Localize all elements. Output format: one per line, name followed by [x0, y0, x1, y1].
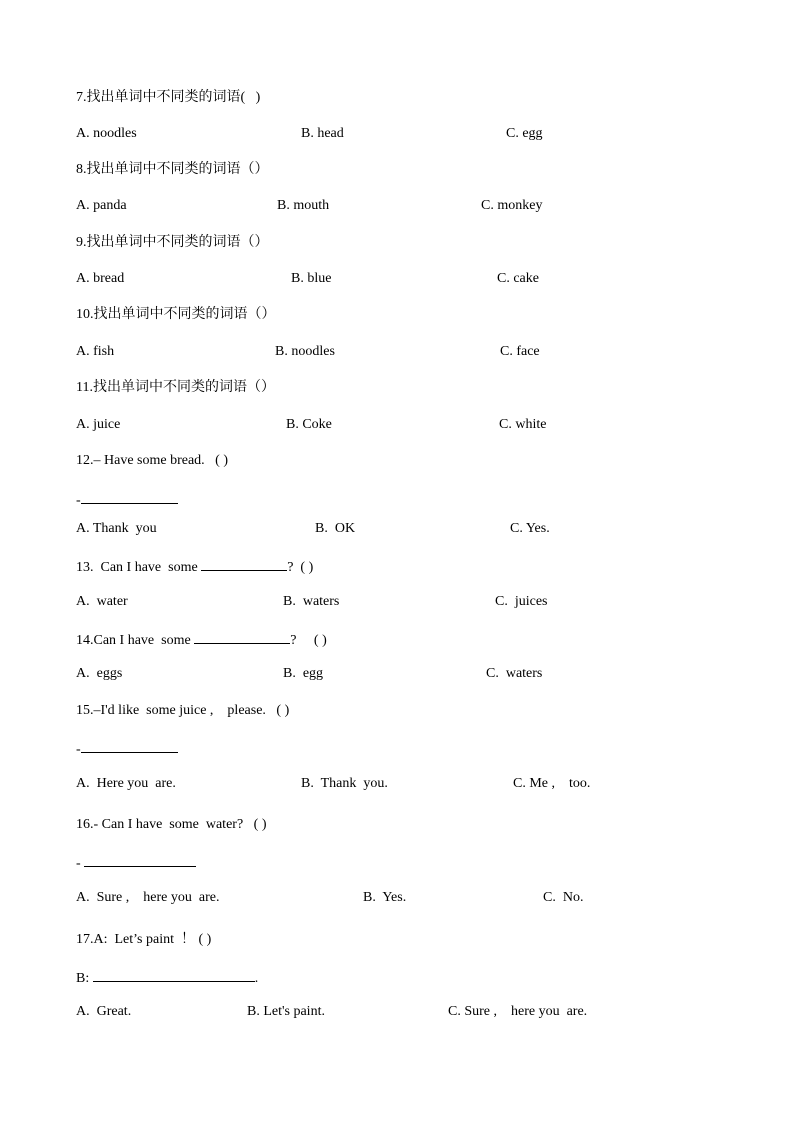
question-15-option-a: A. Here you are.: [76, 776, 176, 791]
question-8-option-b: B. mouth: [277, 198, 330, 213]
question-13-option-a: A. water: [76, 594, 128, 609]
question-14-option-a: A. eggs: [76, 666, 123, 681]
answer-blank[interactable]: [81, 489, 178, 504]
question-16-stem: 16.- Can I have some water? ( ): [76, 817, 267, 832]
question-8-option-c: C. monkey: [481, 198, 543, 213]
question-16-reply: [76, 852, 196, 873]
question-7-option-c: C. egg: [506, 126, 543, 141]
question-12-stem: 12.– Have some bread. ( ): [76, 453, 229, 468]
question-17-option-b: B. Let's paint.: [247, 1004, 325, 1019]
question-17-reply: [76, 967, 258, 988]
question-12-reply: [76, 489, 178, 510]
answer-blank[interactable]: [201, 556, 287, 571]
question-7-option-b: B. head: [301, 126, 344, 141]
question-14-option-c: C. waters: [486, 666, 543, 681]
question-15-reply: [76, 738, 178, 759]
reply-prefix: -: [76, 856, 85, 871]
question-17-option-c: C. Sure , here you are.: [448, 1004, 588, 1019]
question-12-option-c: C. Yes.: [510, 521, 550, 536]
question-9-stem: 9.找出单词中不同类的词语（）: [76, 235, 269, 250]
stem-text: 14.Can I have some: [76, 633, 195, 648]
question-17-stem: 17.A: Let’s paint ！ ( ): [76, 932, 212, 947]
stem-text: ? ( ): [290, 633, 327, 648]
answer-blank[interactable]: [84, 852, 196, 867]
question-14-stem: [76, 629, 327, 650]
question-15-stem: 15.–I'd like some juice , please. ( ): [76, 703, 290, 718]
question-8-option-a: A. panda: [76, 198, 127, 213]
question-11-option-b: B. Coke: [286, 417, 332, 432]
answer-blank[interactable]: [81, 738, 178, 753]
question-9-option-c: C. cake: [497, 271, 539, 286]
question-13-option-c: C. juices: [495, 594, 548, 609]
reply-prefix: -: [76, 493, 81, 508]
question-10-stem: 10.找出单词中不同类的词语（）: [76, 307, 276, 322]
question-11-option-a: A. juice: [76, 417, 121, 432]
question-11-option-c: C. white: [499, 417, 547, 432]
question-15-option-b: B. Thank you.: [301, 776, 388, 791]
question-15-option-c: C. Me , too.: [513, 776, 591, 791]
question-17-option-a: A. Great.: [76, 1004, 132, 1019]
question-16-option-b: B. Yes.: [363, 890, 407, 905]
reply-prefix: B:: [76, 971, 93, 986]
question-11-stem: 11.找出单词中不同类的词语（）: [76, 380, 275, 395]
question-14-option-b: B. egg: [283, 666, 324, 681]
question-7-option-a: A. noodles: [76, 126, 137, 141]
question-16-option-a: A. Sure , here you are.: [76, 890, 220, 905]
question-7-stem: 7.找出单词中不同类的词语( ): [76, 90, 261, 105]
question-13-option-b: B. waters: [283, 594, 340, 609]
reply-prefix: -: [76, 742, 81, 757]
question-12-option-b: B. OK: [315, 521, 356, 536]
question-9-option-b: B. blue: [291, 271, 332, 286]
reply-suffix: .: [254, 971, 259, 986]
question-10-option-b: B. noodles: [275, 344, 335, 359]
question-12-option-a: A. Thank you: [76, 521, 157, 536]
question-16-option-c: C. No.: [543, 890, 584, 905]
answer-blank[interactable]: [93, 967, 255, 982]
question-13-stem: [76, 556, 313, 577]
question-10-option-a: A. fish: [76, 344, 115, 359]
stem-text: ? ( ): [287, 560, 314, 575]
question-9-option-a: A. bread: [76, 271, 125, 286]
stem-text: 13. Can I have some: [76, 560, 202, 575]
answer-blank[interactable]: [194, 629, 290, 644]
question-10-option-c: C. face: [500, 344, 540, 359]
question-8-stem: 8.找出单词中不同类的词语（）: [76, 162, 269, 177]
